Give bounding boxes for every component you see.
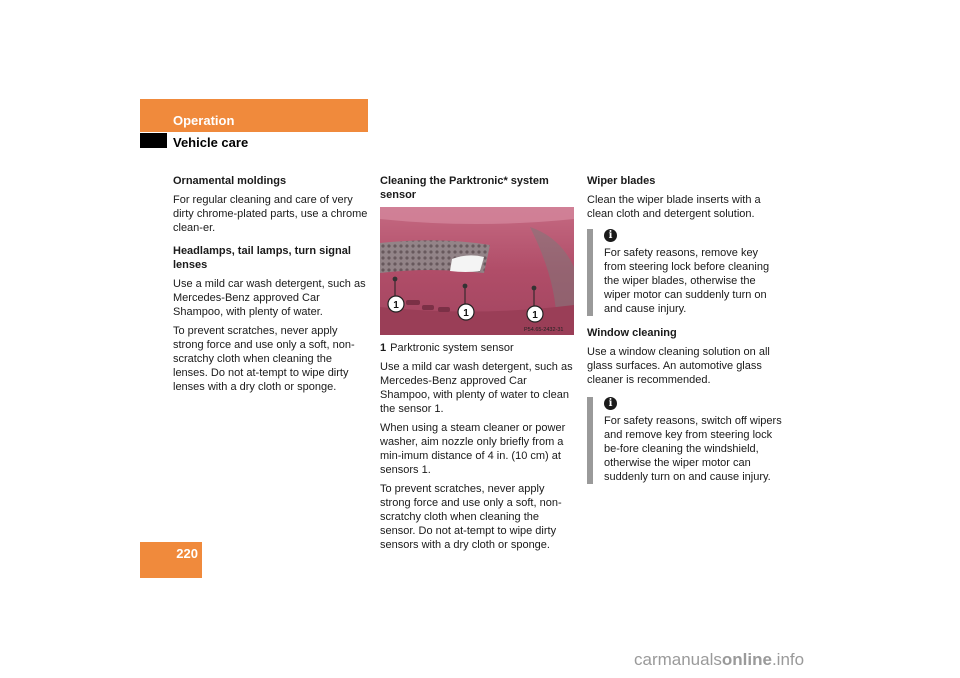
info-note-wiper — [587, 229, 783, 316]
subsection-title: Vehicle care — [173, 135, 249, 150]
header-marker — [140, 133, 167, 148]
bumper-illustration — [380, 207, 574, 335]
svg-text:1: 1 — [532, 310, 538, 321]
column-1 — [173, 174, 369, 399]
figure-caption: 1 Parktronic system sensor — [380, 342, 514, 354]
heading-parktronic: Cleaning the Parktronic* system sensor — [380, 175, 549, 201]
callout-1-left — [388, 296, 404, 312]
note-text: For safety reasons, switch off wipers and remove key from steering lock be-fore cleaning the windshield, otherwise the wiper motor can suddenly turn on and cause injury. — [604, 415, 782, 483]
heading-wiper-blades: Wiper blades — [587, 175, 656, 187]
column-2 — [380, 174, 576, 557]
figure-code: P54.65-2432-31 — [524, 327, 564, 333]
note-bar — [587, 229, 593, 316]
heading-headlamps: Headlamps, tail lamps, turn signal lenses — [173, 245, 351, 271]
paragraph: To prevent scratches, never apply strong force and use only a soft, non-scratchy cloth when cleaning the lenses. Do not at-tempt to wipe dirty lenses with a dry cloth or sponge. — [173, 325, 355, 393]
svg-text:1: 1 — [463, 308, 469, 319]
info-note-windshield — [587, 397, 783, 484]
callout-1-right — [527, 306, 543, 322]
paragraph: Use a mild car wash detergent, such as Mercedes-Benz approved Car Shampoo, with plenty of water to clean the sensor 1. — [380, 361, 573, 415]
paragraph: When using a steam cleaner or power washer, aim nozzle only briefly from a min-imum distance of 4 in. (10 cm) at sensors 1. — [380, 422, 566, 476]
paragraph: Clean the wiper blade inserts with a clean cloth and detergent solution. — [587, 194, 761, 220]
info-icon: i — [604, 229, 617, 242]
heading-ornamental-moldings: Ornamental moldings — [173, 175, 287, 187]
info-icon: i — [604, 397, 617, 410]
paragraph: For regular cleaning and care of very dirty chrome-plated parts, use a chrome clean-er. — [173, 194, 368, 234]
paragraph: Use a mild car wash detergent, such as Mercedes-Benz approved Car Shampoo, with plenty of water. — [173, 278, 366, 318]
callout-1-middle — [458, 304, 474, 320]
paragraph: To prevent scratches, never apply strong force and use only a soft, non-scratchy cloth when cleaning the sensor. Do not at-tempt to wipe dirty sensors with a dry cloth or sponge. — [380, 483, 562, 551]
paragraph: Use a window cleaning solution on all glass surfaces. An automotive glass cleaner is recommended. — [587, 346, 770, 386]
bumper-sensor-figure — [380, 207, 574, 335]
watermark: carmanualsonline.info — [634, 650, 805, 669]
svg-text:1: 1 — [393, 300, 399, 311]
column-3 — [587, 174, 783, 494]
page-number: 220 — [176, 546, 198, 561]
note-text: For safety reasons, remove key from steering lock before cleaning the wiper blades, otherwise the wiper motor can suddenly turn on and cause injury. — [604, 247, 770, 315]
section-title: Operation — [173, 113, 235, 128]
heading-window-cleaning: Window cleaning — [587, 327, 677, 339]
note-bar — [587, 397, 593, 484]
